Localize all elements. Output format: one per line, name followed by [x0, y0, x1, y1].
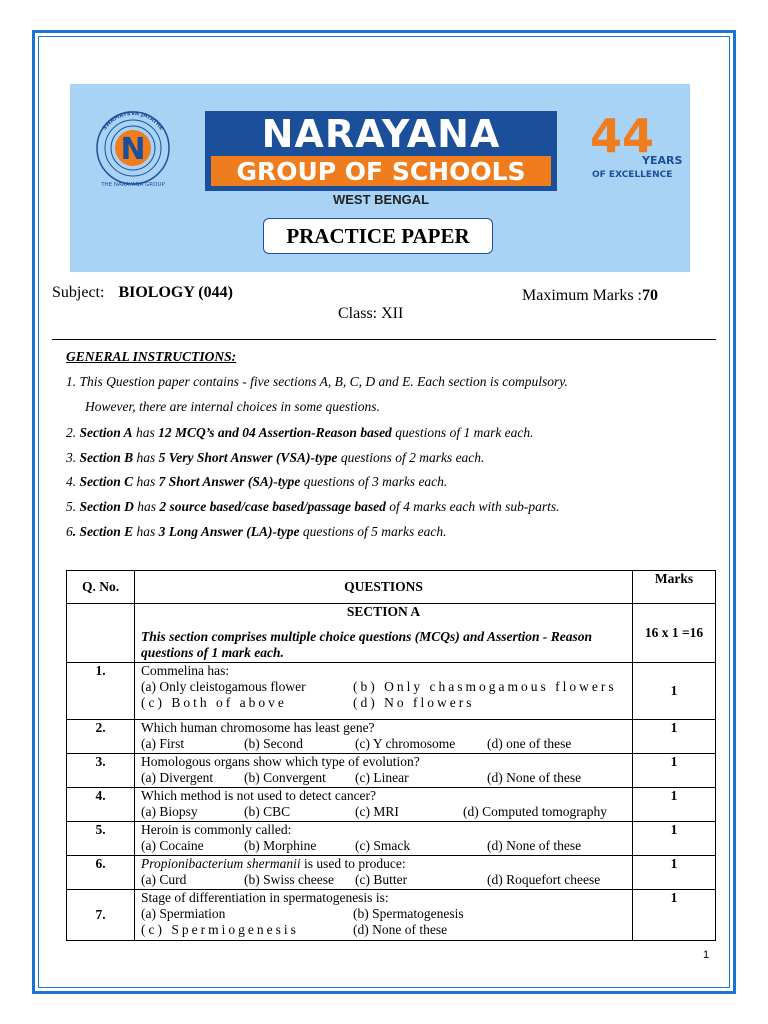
anniversary-years: YEARS: [642, 154, 683, 167]
instruction-1: 1. This Question paper contains - five sections A, B, C, D and E. Each section is compulsory.: [66, 374, 568, 389]
option-b: (b) Morphine: [244, 838, 317, 853]
instruction-6: 6. Section E has 3 Long Answer (LA)-type questions of 5 marks each.: [66, 524, 447, 539]
option-d: (d) Roquefort cheese: [487, 872, 601, 887]
section-marks: 16 x 1 =16: [633, 604, 716, 663]
section-description: This section comprises multiple choice questions (MCQs) and Assertion - Reason questions of 1 mark each.: [141, 629, 593, 660]
option-a: (a) Spermiation: [141, 906, 226, 921]
question-number: 3.: [67, 754, 135, 788]
section-row: [67, 604, 716, 663]
question-marks: 1: [633, 822, 716, 856]
question-marks: 1: [633, 754, 716, 788]
option-b: (b) Spermatogenesis: [353, 906, 464, 921]
instruction-4: 4. Section C has 7 Short Answer (SA)-type questions of 3 marks each.: [66, 474, 448, 489]
option-d: (d) Computed tomography: [463, 804, 607, 819]
question-number: 6.: [67, 856, 135, 890]
region-label: WEST BENGAL: [332, 192, 430, 207]
option-d: (d) None of these: [487, 838, 582, 853]
school-seal-logo: [88, 106, 178, 188]
option-a: (a) Curd: [141, 872, 187, 887]
anniversary-excellence: OF EXCELLENCE: [592, 170, 673, 180]
seal-letter: N: [120, 132, 146, 167]
table-row: [67, 720, 716, 754]
brand-name: NARAYANA: [261, 112, 501, 156]
instruction-5: 5. Section D has 2 source based/case based/passage based of 4 marks each with sub-parts.: [66, 499, 560, 514]
option-c: (c) Y chromosome: [355, 736, 456, 751]
subject-line: [52, 284, 233, 302]
anniversary-number: 44: [590, 109, 655, 163]
questions-table: [66, 570, 716, 941]
question-text: Homologous organs show which type of evolution?: [141, 754, 420, 769]
page-number: 1: [703, 949, 710, 961]
paper-title: PRACTICE PAPER: [263, 218, 493, 254]
question-content: [135, 856, 633, 890]
class-label: Class: XII: [338, 305, 404, 322]
option-b: (b) Only chasmogamous flowers: [353, 679, 617, 694]
option-b: (b) Convergent: [244, 770, 326, 785]
question-text: Commelina has:: [141, 663, 230, 678]
brand-logo: [205, 111, 557, 191]
header-questions: QUESTIONS: [135, 571, 633, 604]
question-content: [135, 754, 633, 788]
option-a: (a) Only cleistogamous flower: [141, 679, 306, 694]
question-number: 5.: [67, 822, 135, 856]
question-number: 1.: [67, 663, 135, 720]
table-row: [67, 856, 716, 890]
svg-text:SWAMAYEVA JAYATHE: [102, 111, 165, 132]
option-a: (a) First: [141, 736, 185, 751]
question-content: [135, 663, 633, 720]
seal-bottom-text: THE NARAYANA GROUP: [101, 182, 165, 188]
subject-value: BIOLOGY (044): [118, 284, 233, 301]
option-b: (b) Second: [244, 736, 303, 751]
section-title: SECTION A: [346, 604, 421, 619]
question-marks: 1: [633, 720, 716, 754]
option-c: (c) Smack: [355, 838, 411, 853]
option-d: (d) No flowers: [353, 695, 475, 710]
header-qno: Q. No.: [67, 571, 135, 604]
subject-label: Subject:: [52, 284, 105, 301]
option-b: (b) Swiss cheese: [244, 872, 334, 887]
question-marks: 1: [633, 856, 716, 890]
table-row: [67, 822, 716, 856]
brand-subtitle: GROUP OF SCHOOLS: [211, 156, 551, 186]
seal-top-text: SWAMAYEVA JAYATHE: [101, 110, 165, 132]
option-d: (d) None of these: [353, 922, 448, 937]
question-number: 7.: [67, 890, 135, 941]
instructions-heading: GENERAL INSTRUCTIONS:: [66, 349, 237, 364]
instruction-2: 2. Section A has 12 MCQ’s and 04 Assertion-Reason based questions of 1 mark each.: [66, 425, 534, 440]
option-c: (c) Linear: [355, 770, 409, 785]
question-number: 2.: [67, 720, 135, 754]
question-number: 4.: [67, 788, 135, 822]
option-a: (a) Cocaine: [141, 838, 204, 853]
option-c: (c) Butter: [355, 872, 408, 887]
option-a: (a) Divergent: [141, 770, 214, 785]
question-text: Stage of differentiation in spermatogenesis is:: [141, 890, 389, 905]
question-text: Which human chromosome has least gene?: [141, 720, 375, 735]
table-header-row: [67, 571, 716, 604]
question-text: Which method is not used to detect cancer?: [141, 788, 377, 803]
question-text: Propionibacterium shermanii is used to produce:: [141, 856, 406, 871]
question-marks: 1: [633, 788, 716, 822]
option-d: (d) None of these: [487, 770, 582, 785]
question-marks: 1: [633, 663, 716, 720]
question-marks: 1: [633, 890, 716, 941]
table-row: [67, 663, 716, 720]
table-row: [67, 788, 716, 822]
table-row: [67, 890, 716, 941]
question-content: [135, 788, 633, 822]
header-marks: Marks: [633, 571, 716, 604]
table-row: [67, 754, 716, 788]
question-content: [135, 720, 633, 754]
option-c: (c) MRI: [355, 804, 399, 819]
option-b: (b) CBC: [244, 804, 291, 819]
max-marks: [522, 287, 658, 305]
max-marks-label: Maximum Marks :: [522, 287, 642, 304]
option-c: (c) Both of above: [141, 695, 287, 710]
instruction-3: 3. Section B has 5 Very Short Answer (VSA)-type questions of 2 marks each.: [66, 450, 485, 465]
question-content: [135, 890, 633, 941]
option-d: (d) one of these: [487, 736, 572, 751]
question-content: [135, 822, 633, 856]
header-divider: [52, 339, 716, 340]
anniversary-badge: [586, 108, 683, 188]
max-marks-value: 70: [642, 287, 658, 304]
question-text: Heroin is commonly called:: [141, 822, 292, 837]
option-c: (c) Spermiogenesis: [141, 922, 299, 937]
option-a: (a) Biopsy: [141, 804, 198, 819]
instruction-1-cont: However, there are internal choices in some questions.: [85, 399, 380, 414]
